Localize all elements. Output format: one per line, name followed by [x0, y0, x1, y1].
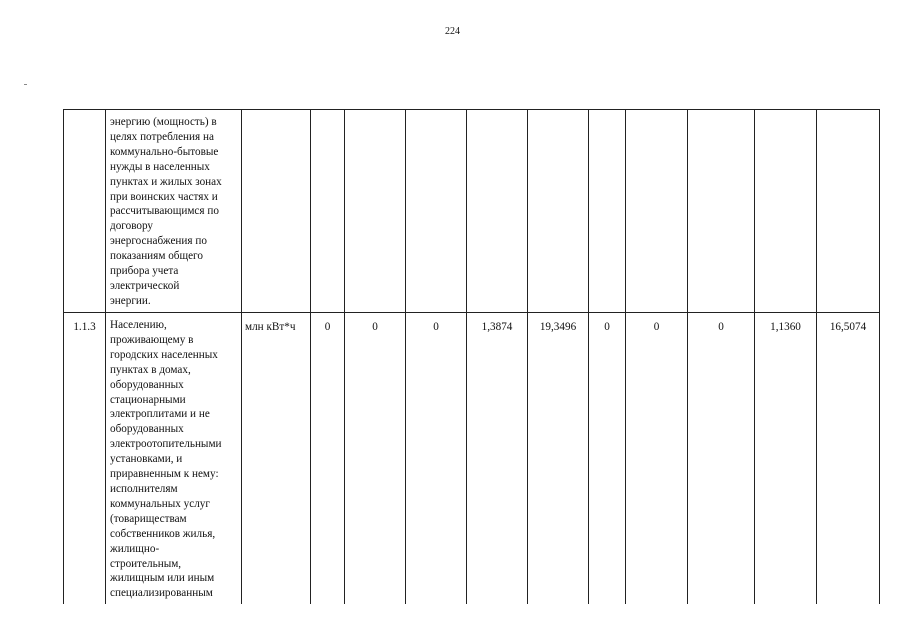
row-description-cell	[106, 110, 242, 313]
table-row	[64, 313, 880, 605]
page-number: 224	[445, 26, 460, 37]
description-line: рассчитывающимся по	[110, 205, 219, 218]
value-cell: 1,3874	[467, 313, 528, 605]
description-line: договору	[110, 220, 154, 233]
row-description-cell	[106, 313, 242, 605]
value-cell: 16,5074	[817, 313, 880, 605]
value-cell: 0	[345, 313, 406, 605]
value-cell	[528, 110, 589, 313]
description-line: оборудованных	[110, 423, 184, 436]
description-line: (товариществам	[110, 512, 187, 525]
description-line: строительным,	[110, 557, 182, 570]
row-code-cell: 1.1.3	[64, 313, 106, 605]
table-row	[64, 110, 880, 313]
data-table	[63, 109, 880, 604]
description-line: собственников жилья,	[110, 527, 216, 540]
description-line: исполнителям	[110, 482, 178, 495]
description-line: коммунально-бытовые	[110, 145, 219, 158]
description-line: при воинских частях и	[110, 190, 218, 203]
description-line: городских населенных	[110, 348, 218, 361]
description-line: электроплитами и не	[110, 408, 210, 421]
value-cell	[311, 110, 345, 313]
value-cell: 19,3496	[528, 313, 589, 605]
description-line: специализированным	[110, 587, 213, 600]
value-cell	[589, 110, 626, 313]
description-line: стационарными	[110, 393, 186, 406]
value-cell	[467, 110, 528, 313]
value-cell	[345, 110, 406, 313]
value-cell: 0	[311, 313, 345, 605]
description-line: энергоснабжения по	[110, 235, 207, 248]
value-cell	[688, 110, 755, 313]
description-line: электроотопительными	[110, 438, 222, 451]
description-line: показаниям общего	[110, 250, 203, 263]
row-code-cell	[64, 110, 106, 313]
value-cell	[755, 110, 817, 313]
description-line: оборудованных	[110, 378, 184, 391]
value-cell	[406, 110, 467, 313]
row-unit-cell	[242, 110, 311, 313]
value-cell	[626, 110, 688, 313]
description-line: пунктах в домах,	[110, 363, 191, 376]
description-line: энергию (мощность) в	[110, 116, 217, 128]
value-cell: 1,1360	[755, 313, 817, 605]
description-line: прибора учета	[110, 265, 179, 278]
description-line: приравненным к нему:	[110, 468, 219, 481]
description-line: пунктах и жилых зонах	[110, 175, 222, 188]
description-line: электрической	[110, 279, 180, 292]
value-cell: 0	[589, 313, 626, 605]
description-line: установками, и	[110, 453, 183, 466]
value-cell	[817, 110, 880, 313]
description-line: проживающему в	[110, 333, 194, 346]
value-cell: 0	[688, 313, 755, 605]
scan-speck	[24, 84, 27, 85]
value-cell: 0	[626, 313, 688, 605]
description-line: жилищно-	[110, 542, 160, 555]
value-cell: 0	[406, 313, 467, 605]
description-line: жилищным или иным	[110, 572, 215, 585]
description-line: Населению,	[110, 319, 167, 331]
description-line: энергии.	[110, 294, 151, 307]
description-line: коммунальных услуг	[110, 497, 210, 510]
description-line: нужды в населенных	[110, 160, 210, 173]
row-unit-cell: млн кВт*ч	[242, 313, 311, 605]
description-line: целях потребления на	[110, 130, 214, 143]
